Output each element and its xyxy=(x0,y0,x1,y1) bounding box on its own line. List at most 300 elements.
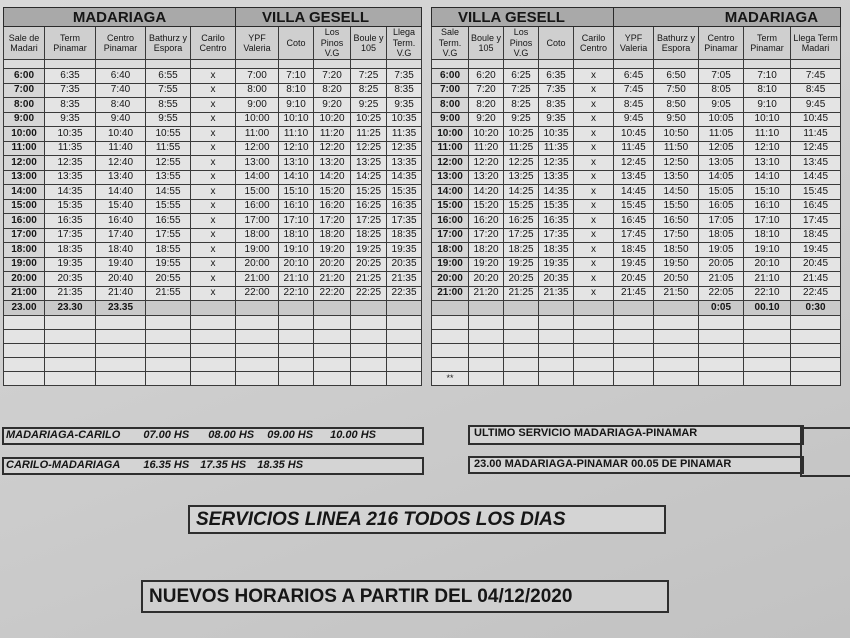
time-cell: 16:20 xyxy=(469,214,504,229)
time-cell: 10:45 xyxy=(791,112,841,127)
time-cell: x xyxy=(191,98,236,113)
time-cell: 10:05 xyxy=(699,112,744,127)
empty-cell xyxy=(236,372,279,386)
empty-cell xyxy=(351,316,387,330)
spacer-cell xyxy=(574,60,614,69)
empty-cell xyxy=(539,372,574,386)
empty-cell xyxy=(146,330,191,344)
time-cell: 15:45 xyxy=(614,199,654,214)
time-cell: 17:50 xyxy=(654,228,699,243)
time-cell: 9:45 xyxy=(791,98,841,113)
last-time-cell xyxy=(654,301,699,316)
empty-cell xyxy=(45,316,96,330)
spacer-cell xyxy=(791,60,841,69)
time-cell: 13:40 xyxy=(96,170,146,185)
schedule-origin-title: MADARIAGA xyxy=(4,8,236,27)
last-time-cell xyxy=(432,301,469,316)
departure-time: 21:00 xyxy=(432,286,469,301)
time-cell: 22:10 xyxy=(279,286,314,301)
empty-cell xyxy=(387,344,422,358)
time-cell: 8:35 xyxy=(387,83,422,98)
servicios-text: SERVICIOS LINEA 216 TODOS LOS DIAS xyxy=(196,509,566,530)
empty-cell xyxy=(469,330,504,344)
time-cell: 13:35 xyxy=(387,156,422,171)
servicios-banner xyxy=(188,505,666,534)
time-cell: 19:20 xyxy=(469,257,504,272)
time-cell: 10:10 xyxy=(744,112,791,127)
departure-time: 14:00 xyxy=(4,185,45,200)
time-cell: 21:25 xyxy=(504,286,539,301)
time-cell: x xyxy=(574,127,614,142)
departure-time: 8:00 xyxy=(4,98,45,113)
time-cell: 20:10 xyxy=(279,257,314,272)
time-cell: x xyxy=(191,127,236,142)
time-cell: 11:40 xyxy=(96,141,146,156)
time-cell: 14:25 xyxy=(504,185,539,200)
spacer-cell xyxy=(654,60,699,69)
time-cell: 12:20 xyxy=(469,156,504,171)
last-time-cell xyxy=(539,301,574,316)
time-cell: 21:00 xyxy=(236,272,279,287)
time-cell: 6:35 xyxy=(45,69,96,84)
carilo-madariaga-time: 17.35 HS xyxy=(200,459,247,471)
departure-time: 13:00 xyxy=(432,170,469,185)
empty-cell xyxy=(4,344,45,358)
time-cell: 9:25 xyxy=(504,112,539,127)
schedule-row xyxy=(4,272,422,287)
departure-time: 16:00 xyxy=(432,214,469,229)
time-cell: 15:05 xyxy=(699,185,744,200)
empty-cell xyxy=(614,372,654,386)
time-cell: x xyxy=(574,286,614,301)
time-cell: 10:35 xyxy=(45,127,96,142)
time-cell: 9:40 xyxy=(96,112,146,127)
empty-cell xyxy=(4,330,45,344)
time-cell: 16:10 xyxy=(744,199,791,214)
departure-time: 7:00 xyxy=(4,83,45,98)
spacer-cell xyxy=(314,60,351,69)
time-cell: 8:20 xyxy=(469,98,504,113)
time-cell: x xyxy=(191,272,236,287)
empty-cell xyxy=(432,358,469,372)
time-cell: 19:40 xyxy=(96,257,146,272)
time-cell: 9:20 xyxy=(314,98,351,113)
time-cell: 20:45 xyxy=(791,257,841,272)
empty-cell xyxy=(469,316,504,330)
departure-time: 7:00 xyxy=(432,83,469,98)
empty-cell xyxy=(744,344,791,358)
time-cell: 20:00 xyxy=(236,257,279,272)
time-cell: 7:05 xyxy=(699,69,744,84)
empty-cell xyxy=(614,358,654,372)
time-cell: 7:45 xyxy=(614,83,654,98)
time-cell: 14:25 xyxy=(351,170,387,185)
time-cell: 18:55 xyxy=(146,243,191,258)
time-cell: 8:20 xyxy=(314,83,351,98)
column-header: YPF Valeria xyxy=(614,27,654,60)
empty-cell xyxy=(614,316,654,330)
time-cell: 14:10 xyxy=(744,170,791,185)
time-cell: 19:25 xyxy=(351,243,387,258)
carilo-madariaga-note xyxy=(2,457,424,475)
time-cell: 8:45 xyxy=(791,83,841,98)
time-cell: 11:20 xyxy=(469,141,504,156)
time-cell: 15:00 xyxy=(236,185,279,200)
time-cell: 16:45 xyxy=(614,214,654,229)
time-cell: 21:20 xyxy=(469,286,504,301)
time-cell: 12:10 xyxy=(744,141,791,156)
time-cell: 16:35 xyxy=(387,199,422,214)
time-cell: x xyxy=(574,69,614,84)
departure-time: 17:00 xyxy=(4,228,45,243)
time-cell: 19:50 xyxy=(654,257,699,272)
empty-cell xyxy=(146,372,191,386)
time-cell: 16:50 xyxy=(654,214,699,229)
time-cell: 22:20 xyxy=(314,286,351,301)
time-cell: 21:35 xyxy=(539,286,574,301)
time-cell: 9:25 xyxy=(351,98,387,113)
time-cell: 13:45 xyxy=(791,156,841,171)
time-cell: 12:50 xyxy=(654,156,699,171)
time-cell: 7:00 xyxy=(236,69,279,84)
schedule-row xyxy=(4,83,422,98)
time-cell: 16:05 xyxy=(699,199,744,214)
time-cell: 11:20 xyxy=(314,127,351,142)
time-cell: 10:00 xyxy=(236,112,279,127)
time-cell: 14:05 xyxy=(699,170,744,185)
last-time-cell xyxy=(351,301,387,316)
madariaga-villa-gesell-schedule xyxy=(3,7,422,386)
time-cell: 9:20 xyxy=(469,112,504,127)
time-cell: 13:20 xyxy=(314,156,351,171)
time-cell: 11:45 xyxy=(614,141,654,156)
time-cell: 19:25 xyxy=(504,257,539,272)
time-cell: 14:40 xyxy=(96,185,146,200)
time-cell: 14:50 xyxy=(654,185,699,200)
empty-cell xyxy=(654,372,699,386)
time-cell: 17:45 xyxy=(791,214,841,229)
empty-cell xyxy=(351,358,387,372)
time-cell: 22:35 xyxy=(387,286,422,301)
empty-cell xyxy=(387,316,422,330)
column-header: Los Pinos V.G xyxy=(504,27,539,60)
time-cell: 13:25 xyxy=(504,170,539,185)
time-cell: 15:10 xyxy=(744,185,791,200)
time-cell: 11:10 xyxy=(744,127,791,142)
departure-time: 6:00 xyxy=(432,69,469,84)
time-cell: 18:10 xyxy=(744,228,791,243)
time-cell: 19:45 xyxy=(791,243,841,258)
time-cell: 11:35 xyxy=(45,141,96,156)
schedule-row xyxy=(432,98,841,113)
spacer-cell xyxy=(504,60,539,69)
last-time-cell: 0:05 xyxy=(699,301,744,316)
time-cell: 14:20 xyxy=(469,185,504,200)
empty-cell xyxy=(96,358,146,372)
schedule-row xyxy=(432,156,841,171)
time-cell: 8:35 xyxy=(539,98,574,113)
time-cell: 12:10 xyxy=(279,141,314,156)
time-cell: 21:50 xyxy=(654,286,699,301)
time-cell: x xyxy=(191,199,236,214)
time-cell: x xyxy=(574,272,614,287)
time-cell: 20:40 xyxy=(96,272,146,287)
departure-time: 19:00 xyxy=(432,257,469,272)
time-cell: 15:40 xyxy=(96,199,146,214)
time-cell: 13:50 xyxy=(654,170,699,185)
column-header: Sale Term. V.G xyxy=(432,27,469,60)
empty-cell xyxy=(699,358,744,372)
schedule-row xyxy=(4,127,422,142)
schedule-row xyxy=(432,127,841,142)
empty-cell xyxy=(314,316,351,330)
empty-cell xyxy=(744,372,791,386)
schedule-row xyxy=(4,98,422,113)
last-time-cell: 23.00 xyxy=(4,301,45,316)
time-cell: 6:40 xyxy=(96,69,146,84)
time-cell: 8:50 xyxy=(654,98,699,113)
time-cell: x xyxy=(191,112,236,127)
time-cell: 13:10 xyxy=(279,156,314,171)
column-header: Centro Pinamar xyxy=(96,27,146,60)
departure-time: 20:00 xyxy=(432,272,469,287)
time-cell: 15:35 xyxy=(387,185,422,200)
empty-cell xyxy=(314,372,351,386)
empty-cell xyxy=(744,358,791,372)
time-cell: 9:05 xyxy=(699,98,744,113)
time-cell: 8:25 xyxy=(351,83,387,98)
spacer-cell xyxy=(45,60,96,69)
time-cell: 12:35 xyxy=(539,156,574,171)
empty-cell xyxy=(387,372,422,386)
schedule-row xyxy=(4,228,422,243)
time-cell: 12:35 xyxy=(45,156,96,171)
time-cell: 15:10 xyxy=(279,185,314,200)
empty-cell xyxy=(504,330,539,344)
departure-time: 16:00 xyxy=(4,214,45,229)
column-header: Sale de Madari xyxy=(4,27,45,60)
departure-time: 9:00 xyxy=(4,112,45,127)
column-header: Los Pinos V.G xyxy=(314,27,351,60)
empty-cell xyxy=(4,358,45,372)
ultimo-servicio-text: ULTIMO SERVICIO MADARIAGA-PINAMAR xyxy=(474,427,698,439)
time-cell: 22:05 xyxy=(699,286,744,301)
time-cell: 15:25 xyxy=(504,199,539,214)
time-cell: x xyxy=(191,257,236,272)
empty-cell xyxy=(574,372,614,386)
empty-cell xyxy=(351,372,387,386)
empty-cell xyxy=(574,316,614,330)
time-cell: 7:10 xyxy=(279,69,314,84)
empty-cell xyxy=(191,316,236,330)
time-cell: 7:35 xyxy=(387,69,422,84)
time-cell: x xyxy=(191,69,236,84)
time-cell: 13:45 xyxy=(614,170,654,185)
spacer-cell xyxy=(146,60,191,69)
spacer-cell xyxy=(96,60,146,69)
time-cell: 7:35 xyxy=(539,83,574,98)
spacer-cell xyxy=(4,60,45,69)
empty-cell xyxy=(236,344,279,358)
time-cell: 18:00 xyxy=(236,228,279,243)
empty-cell xyxy=(191,358,236,372)
column-header: Boule y 105 xyxy=(351,27,387,60)
time-cell: 18:35 xyxy=(45,243,96,258)
spacer-cell xyxy=(614,60,654,69)
empty-cell xyxy=(469,358,504,372)
time-cell: 13:55 xyxy=(146,170,191,185)
last-time-cell xyxy=(504,301,539,316)
time-cell: 11:55 xyxy=(146,141,191,156)
departure-time: 9:00 xyxy=(432,112,469,127)
time-cell: 14:35 xyxy=(45,185,96,200)
time-cell: 18:35 xyxy=(539,243,574,258)
time-cell: 14:45 xyxy=(614,185,654,200)
time-cell: x xyxy=(574,228,614,243)
ultimo-servicio-title xyxy=(468,425,804,445)
time-cell: 10:20 xyxy=(314,112,351,127)
time-cell: 15:50 xyxy=(654,199,699,214)
empty-cell xyxy=(574,358,614,372)
schedule-row xyxy=(432,69,841,84)
time-cell: 18:25 xyxy=(504,243,539,258)
spacer-cell xyxy=(432,60,469,69)
time-cell: 20:10 xyxy=(744,257,791,272)
time-cell: 8:40 xyxy=(96,98,146,113)
time-cell: 20:20 xyxy=(469,272,504,287)
time-cell: 21:45 xyxy=(791,272,841,287)
time-cell: 6:25 xyxy=(504,69,539,84)
time-cell: 11:25 xyxy=(504,141,539,156)
time-cell: 17:10 xyxy=(744,214,791,229)
time-cell: 21:10 xyxy=(279,272,314,287)
departure-time: 21:00 xyxy=(4,286,45,301)
time-cell: 20:50 xyxy=(654,272,699,287)
time-cell: 15:35 xyxy=(539,199,574,214)
time-cell: 15:35 xyxy=(45,199,96,214)
time-cell: 22:10 xyxy=(744,286,791,301)
empty-cell xyxy=(539,316,574,330)
empty-cell xyxy=(279,316,314,330)
time-cell: 16:00 xyxy=(236,199,279,214)
departure-time: 19:00 xyxy=(4,257,45,272)
departure-time: 12:00 xyxy=(4,156,45,171)
time-cell: 11:45 xyxy=(791,127,841,142)
time-cell: 17:05 xyxy=(699,214,744,229)
nuevos-horarios-text: NUEVOS HORARIOS A PARTIR DEL 04/12/2020 xyxy=(149,586,573,607)
empty-cell xyxy=(191,372,236,386)
departure-time: 13:00 xyxy=(4,170,45,185)
time-cell: 15:45 xyxy=(791,185,841,200)
spacer-cell xyxy=(387,60,422,69)
column-header: Term Pinamar xyxy=(744,27,791,60)
empty-cell xyxy=(699,344,744,358)
time-cell: 17:00 xyxy=(236,214,279,229)
time-cell: 20:35 xyxy=(45,272,96,287)
column-header: Term Pinamar xyxy=(45,27,96,60)
empty-cell xyxy=(236,358,279,372)
time-cell: 8:10 xyxy=(279,83,314,98)
time-cell: 18:45 xyxy=(791,228,841,243)
schedule-row xyxy=(4,170,422,185)
time-cell: 18:20 xyxy=(469,243,504,258)
time-cell: 15:25 xyxy=(351,185,387,200)
last-time-cell: 23.35 xyxy=(96,301,146,316)
nuevos-horarios-banner xyxy=(141,580,669,613)
time-cell: 19:10 xyxy=(279,243,314,258)
empty-cell xyxy=(314,358,351,372)
time-cell: 6:50 xyxy=(654,69,699,84)
time-cell: 12:45 xyxy=(614,156,654,171)
schedule-row xyxy=(432,214,841,229)
empty-cell xyxy=(279,372,314,386)
empty-cell xyxy=(279,330,314,344)
empty-cell xyxy=(574,344,614,358)
time-cell: 10:10 xyxy=(279,112,314,127)
schedule-row xyxy=(432,185,841,200)
time-cell: 12:35 xyxy=(387,141,422,156)
empty-cell xyxy=(4,316,45,330)
column-header: Bathurz y Espora xyxy=(654,27,699,60)
empty-cell xyxy=(791,344,841,358)
time-cell: 13:20 xyxy=(469,170,504,185)
schedule-last-row xyxy=(4,301,422,316)
time-cell: 15:55 xyxy=(146,199,191,214)
schedule-row xyxy=(432,243,841,258)
empty-cell xyxy=(791,358,841,372)
time-cell: 20:05 xyxy=(699,257,744,272)
schedule-row xyxy=(432,170,841,185)
time-cell: 18:35 xyxy=(387,228,422,243)
schedule-row xyxy=(432,286,841,301)
time-cell: 22:45 xyxy=(791,286,841,301)
last-time-cell xyxy=(236,301,279,316)
time-cell: 8:55 xyxy=(146,98,191,113)
time-cell: 14:20 xyxy=(314,170,351,185)
time-cell: 7:40 xyxy=(96,83,146,98)
empty-cell xyxy=(539,330,574,344)
time-cell: 7:25 xyxy=(504,83,539,98)
time-cell: 8:05 xyxy=(699,83,744,98)
time-cell: 13:05 xyxy=(699,156,744,171)
empty-cell xyxy=(539,344,574,358)
time-cell: x xyxy=(574,199,614,214)
time-cell: 16:35 xyxy=(45,214,96,229)
spacer-cell xyxy=(744,60,791,69)
time-cell: 9:10 xyxy=(279,98,314,113)
time-cell: 21:45 xyxy=(614,286,654,301)
empty-cell xyxy=(744,316,791,330)
column-header: Llega Term Madari xyxy=(791,27,841,60)
departure-time: 18:00 xyxy=(4,243,45,258)
last-time-cell xyxy=(574,301,614,316)
time-cell: 18:05 xyxy=(699,228,744,243)
time-cell: x xyxy=(574,243,614,258)
time-cell: 21:55 xyxy=(146,286,191,301)
departure-time: 17:00 xyxy=(432,228,469,243)
time-cell: 7:25 xyxy=(351,69,387,84)
time-cell: 6:55 xyxy=(146,69,191,84)
time-cell: x xyxy=(574,185,614,200)
time-cell: 18:50 xyxy=(654,243,699,258)
departure-time: 18:00 xyxy=(432,243,469,258)
empty-cell xyxy=(279,358,314,372)
spacer-cell xyxy=(191,60,236,69)
empty-cell xyxy=(236,316,279,330)
empty-cell xyxy=(146,316,191,330)
empty-cell xyxy=(504,344,539,358)
departure-time: 20:00 xyxy=(4,272,45,287)
